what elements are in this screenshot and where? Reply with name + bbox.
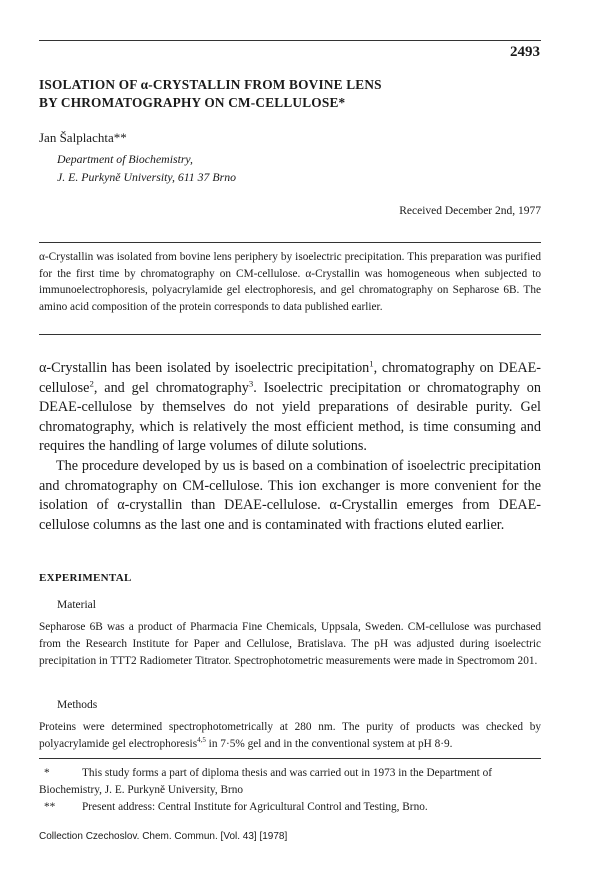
footnote-text: Present address: Central Institute for Agricultural Control and Testing, Brno.: [82, 801, 428, 813]
reference-mark: 1: [369, 358, 374, 369]
footnote-1: [39, 765, 549, 799]
abstract-top-rule: [39, 242, 541, 243]
abstract-text: α-Crystallin was isolated from bovine lens periphery by isoelectric precipitation. This preparation was purified for the first time by chromatography on CM-cellulose. α-Crystallin was homogeneous when subjected to immunoelectrophoresis, polyacrylamide gel electrophoresis, and gel chromatography on Sepharose 6B. The amino acid composition of the protein corresponds to data published earlier.: [39, 251, 541, 313]
page-number: 2493: [510, 44, 540, 60]
title-line-2: BY CHROMATOGRAPHY ON CM-CELLULOSE*: [39, 95, 346, 110]
methods-text: Proteins were determined spectrophotometrically at 280 nm. The purity of products was checked by polyacrylamide gel electrophoresis: [39, 721, 541, 750]
title-line-1: ISOLATION OF α-CRYSTALLIN FROM BOVINE LENS: [39, 77, 382, 92]
methods-text: in 7·5% gel and in the conventional system at pH 8·9.: [205, 738, 453, 750]
reference-mark: 3: [248, 377, 254, 388]
journal-citation-footer: Collection Czechoslov. Chem. Commun. [Vol. 43] [1978]: [39, 831, 288, 842]
affiliation-line-2: J. E. Purkyně University, 611 37 Brno: [57, 170, 236, 184]
subheading-material: Material: [57, 599, 96, 611]
intro-paragraph-2: The procedure developed by us is based on a combination of isoelectric precipitation and chromatography on CM-cellulose. This ion exchanger is more convenient for the isolation of α-crystallin than DEAE-cellulose. α-Crystallin emerges from DEAE-cellulose columns as the last one and is contaminated with fractions eluted earlier.: [39, 458, 541, 533]
methods-paragraph: [39, 719, 541, 753]
reference-mark: 4,5: [197, 736, 206, 745]
received-date: Received December 2nd, 1977: [399, 205, 541, 217]
footnote-rule: [39, 758, 541, 759]
footnote-mark: *: [44, 767, 50, 779]
footnote-mark: **: [44, 801, 56, 813]
reference-mark: 2: [89, 377, 94, 388]
footnote-text: This study forms a part of diploma thesis and was carried out in 1973 in the Department of Biochemistry, J. E. Purkyně University, Brno: [39, 767, 493, 796]
intro-text: , chromatography on DEAE-cellulose: [39, 360, 541, 396]
material-paragraph: Sepharose 6B was a product of Pharmacia Fine Chemicals, Uppsala, Sweden. CM-cellulose was purchased from the Research Institute for Paper and Cellulose, Bratislava. The pH was adjusted during isoelectric precipitation in TTT2 Radiometer Titrator. Spectrophotometric measurements were made in Spectromom 201.: [39, 621, 541, 667]
intro-text: , and gel chromatography: [93, 379, 249, 396]
article-title: [39, 76, 539, 112]
top-rule: [39, 40, 541, 41]
abstract-bottom-rule: [39, 334, 541, 335]
author-name: Jan Šalplachta**: [39, 130, 127, 145]
section-heading-experimental: EXPERIMENTAL: [39, 572, 132, 584]
intro-text: α-Crystallin has been isolated by isoelectric precipitation: [39, 360, 370, 376]
intro-text: . Isoelectric precipitation or chromatography on DEAE-cellulose by themselves do not yield preparations of desirable purity. Gel chromatography, which is relatively the most efficient method, is time consuming and requires the handling of large volumes of dilute solutions.: [39, 379, 541, 454]
intro-paragraph-1: [39, 359, 541, 457]
affiliation-line-1: Department of Biochemistry,: [57, 152, 193, 166]
footnote-2: [39, 799, 549, 816]
author-affiliation: [57, 150, 236, 186]
subheading-methods: Methods: [57, 699, 98, 711]
